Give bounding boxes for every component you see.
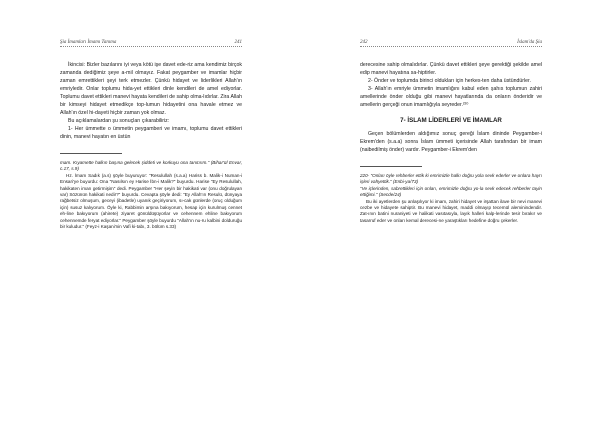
paragraph: 3- Allah'ın emriyle ümmetin imamlığını kabul eden şahıs toplumun zahiri amellerinde önder olduğu gibi manevi hayatlarında da onların önderidir ve amellerin gerçeği onun imamlığıyla seyreder.²²⁰ xyxy=(360,86,542,108)
footnote: 220- "Onları öyle rehberler ettik ki emrimizle halkı doğru yola sevk ederler ve onlara hayrı işleri vahyettik." (Enbi-ya/73) xyxy=(360,173,542,185)
footnote-divider xyxy=(360,166,422,167)
running-head-left xyxy=(60,40,242,47)
paragraph: 2- Önder ve toplumda birinci oldukları için herkes-ten daha üstündürler. xyxy=(368,78,531,84)
header-title-left: Şia İmamları İmamı Tanıma xyxy=(60,40,117,45)
left-page xyxy=(60,40,242,230)
section-title: 7- İSLAM LİDERLERİ VE İMAMLAR xyxy=(400,117,502,124)
footnote: "Ve içlerinden, sabrettikleri için onları, emrimizle doğru yo-la sevk edecek rehberler tayin ettiğimi." (Secde/24) xyxy=(360,185,542,198)
footnote: Hz. İmam Sadık (a.s) şöyle buyuruyor: "Resulullah (s.a.a) Hariss b. Malik-i Numan-i Ensari'ye buyurdu: Ona "Nasılsın ey Harise İbn-i Malik?" buyurdu. Harise "Ey Resulullah, hakikaten iman getirmişim" dedi. Peygamber "Her şeyin bir hakikati var (onu doğrulayan var) Sözünün hakikati nedir?" buyurdu. Cevapta şöyle dedi: "Ey Allah'ın Resulü, dünyaya rağbetsiz olmuşum, geceyi (ibadetle) uyanık geçiriyorum, sı-cak günlerde (oruç olduğum için) susuz kalıyorum. Öyle ki, Rabbimin arşına bakıyorum, hesap için kurulmuş cennet eh-line bakıyorum (ahirete) ziyaret gönüldüşüyorlar ve cehennem ehline bakıyorum cehennemde feryat ediyorlar." Peygamber şöyle buyurdu "Allah'ın nu-ru kalbini dolduruğu bir kuludur." (Feyz-i Kaşani'nin Vafi ki-tabı, 3. bölüm s.33) xyxy=(60,172,242,230)
page-number-left: 241 xyxy=(234,40,242,45)
footnote: Bu iki ayetlerden şu anlaşılıyor ki imam, zahiri hidayet ve irşattan ilave bir nevi manevi cezbe ve hidayete sahiptir. Bu manevi hidayet, maddi olmayıp tecemül aleminindendir. Zat-ının batini nuraniyeti ve halikati vasıtasıyla, layık halleri kalp-lerinde tesir bırakır ve tasarruf eder ve onları kemal derecesi-ne yaraştıkları hedefine doğru çekerler. xyxy=(360,198,542,223)
paragraph: derecesine sahip olmalıdırlar. Çünkü davet ettikleri şeye gerektiği şekilde amel edip manevi hayatına sa-hiptirler. xyxy=(360,62,542,76)
right-page xyxy=(360,40,542,224)
paragraph: 1- Her ümmette o ümmetin peygamberi ve imamı, toplumu davet ettikleri dinin, manevi hayatın en üstün xyxy=(60,126,242,140)
header-title-right: İslam'da Şia xyxy=(517,40,542,45)
page-number-right: 242 xyxy=(360,40,368,45)
paragraph: İkincisi: Bizler bazılarını iyi veya kötü işe davet ede-riz ama kendimiz birçok zamanda dediğimiz şeye a-mil olmayız. Fakat peygamber ve imamlar hiçbir zaman emrettikleri şeyi terk etmezler. Çünkü hidayet ve liderlikleri Allah'ın emriyledir. Onlar toplumu hida-yet ettikleri dinle kendileri de amel ediyorlar. Toplumu davet ettikleri manevi hayata kendileri de sahip olma-lıdırlar. Zira Allah bir kimseyi hidayet etmedikçe top-lumun hidayetini ona havale etmez ve Allah'ın özel hi-dayeti hiçbir zaman yok olmaz. xyxy=(60,62,242,116)
running-head-right xyxy=(360,40,542,47)
paragraph: Bu açıklamalardan şu sonuçları çıkarabiliriz: xyxy=(68,118,170,124)
footnote-divider xyxy=(60,153,122,154)
footnote: mam. Kıyamette halkın başına gelecek şiddeti ve korkuyu ona tanıtırım." (Bihar'ül Envar, c.17, s.9) xyxy=(60,160,242,172)
paragraph: Geçen bölümlerden aldığımız sonuç gereği İslam dininde Peygamber-i Ekrem'den (s.a.a) sonra İslam ümmeti içerisinde Allah tarafından bir imam (naibedilmiş önder) vardır. Peygamber-i Ekrem'den xyxy=(360,131,542,153)
